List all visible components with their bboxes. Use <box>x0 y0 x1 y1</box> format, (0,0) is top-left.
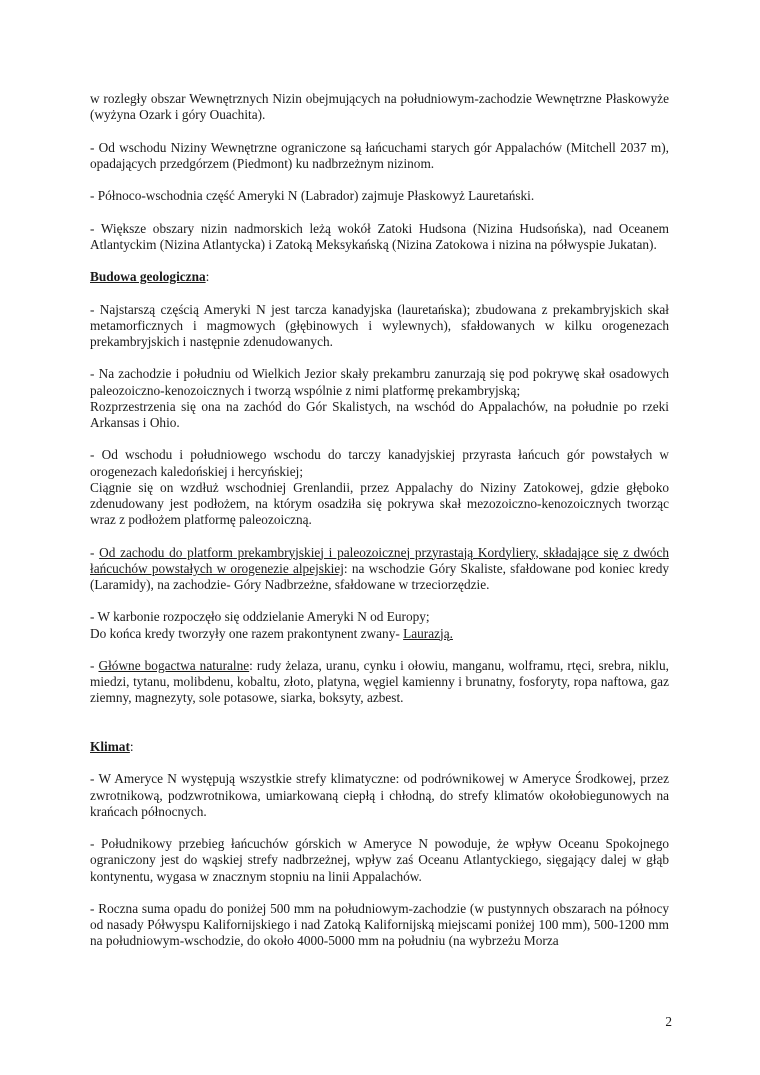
paragraph-coastal-lowlands: - Większe obszary nizin nadmorskich leżą wokół Zatoki Hudsona (Nizina Hudsońska), nad Oceanem Atlantyckim (Nizina Atlantycka) i Zatoką Meksykańską (Nizina Zatokowa i nizina na półwyspie Jukatan). <box>90 220 669 252</box>
paragraph-laurasia <box>90 609 669 641</box>
heading-colon: : <box>205 269 210 285</box>
paragraph-precambrian-platform <box>90 366 669 431</box>
heading-colon: : <box>129 738 134 754</box>
paragraph-labrador: - Północo-wschodnia część Ameryki N (Labrador) zajmuje Płaskowyż Lauretański. <box>90 188 535 204</box>
heading-climate <box>90 739 669 755</box>
text-run: Do końca kredy tworzyły one razem prakontynent zwany- <box>90 625 404 641</box>
underlined-text: Laurazją. <box>403 625 453 641</box>
text-line: - W karbonie rozpoczęło się oddzielanie Ameryki N od Europy; <box>90 609 430 625</box>
underlined-text: Od zachodu do platform prekambryjskiej i paleozoicznej przyrastają Kordyliery, składające się z dwóch łańcuchów powstałych w orogenezie alpejskiej <box>90 544 669 576</box>
text-line: - Na zachodzie i południu od Wielkich Jezior skały prekambru zanurzają się pod pokrywę skał osadowych paleozoiczno-kenozoicznych i tworzą wspólnie z nimi platformę prekambryjską; <box>90 366 669 398</box>
text-line: - Od wschodu i południowego wschodu do tarczy kanadyjskiej przyrasta łańcuch gór powstałych w orogenezach kaledońskiej i hercyńskiej; <box>90 447 669 479</box>
paragraph-climate-zones: - W Ameryce N występują wszystkie strefy klimatyczne: od podrównikowej w Ameryce Środkowej, przez zwrotnikową, podzwrotnikowa, umiarkowaną ciepłą i chłodną, do strefy klimatów okołobiegunowych na krańcach północnych. <box>90 771 669 819</box>
underlined-text: Główne bogactwa naturalne <box>98 657 250 673</box>
bullet-dash: - <box>90 544 100 560</box>
paragraph-appalachians: - Od wschodu Niziny Wewnętrzne ograniczone są łańcuchami starych gór Appalachów (Mitchell 2037 m), opadających przedgórzem (Piedmont) ku nadbrzeżnym nizinom. <box>90 139 669 171</box>
bullet-dash: - <box>90 657 99 673</box>
heading-climate-text: Klimat <box>90 738 130 754</box>
text-run: : na wschodzie Góry Skaliste, sfałdowane pod koniec kredy (Laramidy), na zachodzie- Góry Nadbrzeżne, sfałdowane w trzeciorzędzie. <box>90 560 669 592</box>
text-line: Rozprzestrzenia się ona na zachód do Gór Skalistych, na wschód do Appalachów, na południe po rzeki Arkansas i Ohio. <box>90 398 669 430</box>
paragraph-precipitation: - Roczna suma opadu do poniżej 500 mm na południowym-zachodzie (w pustynnych obszarach na północy od nasady Półwyspu Kalifornijskiego i nad Zatoką Kalifornijską miejscami poniżej 100 mm), 500-1200 mm na południowym-wschodzie, do około 4000-5000 mm na południu (na wybrzeżu Morza <box>90 900 669 949</box>
document-body <box>90 91 669 966</box>
text-run: : rudy żelaza, uranu, cynku i ołowiu, manganu, wolframu, rtęci, srebra, niklu, miedzi, tytanu, molibdenu, kobaltu, złoto, platyna, węgiel kamienny i brunatny, fosforyty, ropa naftowa, gaz ziemny, magnezyty, sole potasowe, siarka, boksyty, azbest. <box>90 657 669 706</box>
paragraph-caledonian-hercynian <box>90 447 669 528</box>
text-line: Ciągnie się on wzdłuż wschodniej Grenlandii, przez Appalachy do Niziny Zatokowej, gdzie głęboko zdenudowany jest podłożem, na którym osadziła się pokrywa skał mezozoiczno-kenozoicznych tworząc wraz z podłożem platformę paleozoiczną. <box>90 479 669 528</box>
heading-geology <box>90 269 669 285</box>
paragraph-interior-plains: w rozległy obszar Wewnętrznych Nizin obejmujących na południowym-zachodzie Wewnętrzne Płaskowyże (wyżyna Ozark i góry Ouachita). <box>90 91 669 123</box>
paragraph-natural-resources <box>90 658 669 707</box>
paragraph-ocean-influence: - Południkowy przebieg łańcuchów górskich w Ameryce N powoduje, że wpływ Oceanu Spokojnego ograniczony jest do wąskiej strefy nadbrzeżnej, wpływ zaś Oceanu Atlantyckiego, sięgający dalej w głąb kontynentu, wygasa w znacznym stopniu na linii Appalachów. <box>90 836 669 884</box>
paragraph-canadian-shield: - Najstarszą częścią Ameryki N jest tarcza kanadyjska (lauretańska); zbudowana z prekambryjskich skał metamorficznych i magmowych (głębinowych i wylewnych), sfałdowanych w kilku orogenezach prekambryjskich i następnie zdenudowanych. <box>90 301 669 349</box>
page-number: 2 <box>665 1014 672 1029</box>
heading-geology-text: Budowa geologiczna <box>90 269 206 285</box>
paragraph-cordillera <box>90 545 669 594</box>
blank-line <box>90 723 669 739</box>
